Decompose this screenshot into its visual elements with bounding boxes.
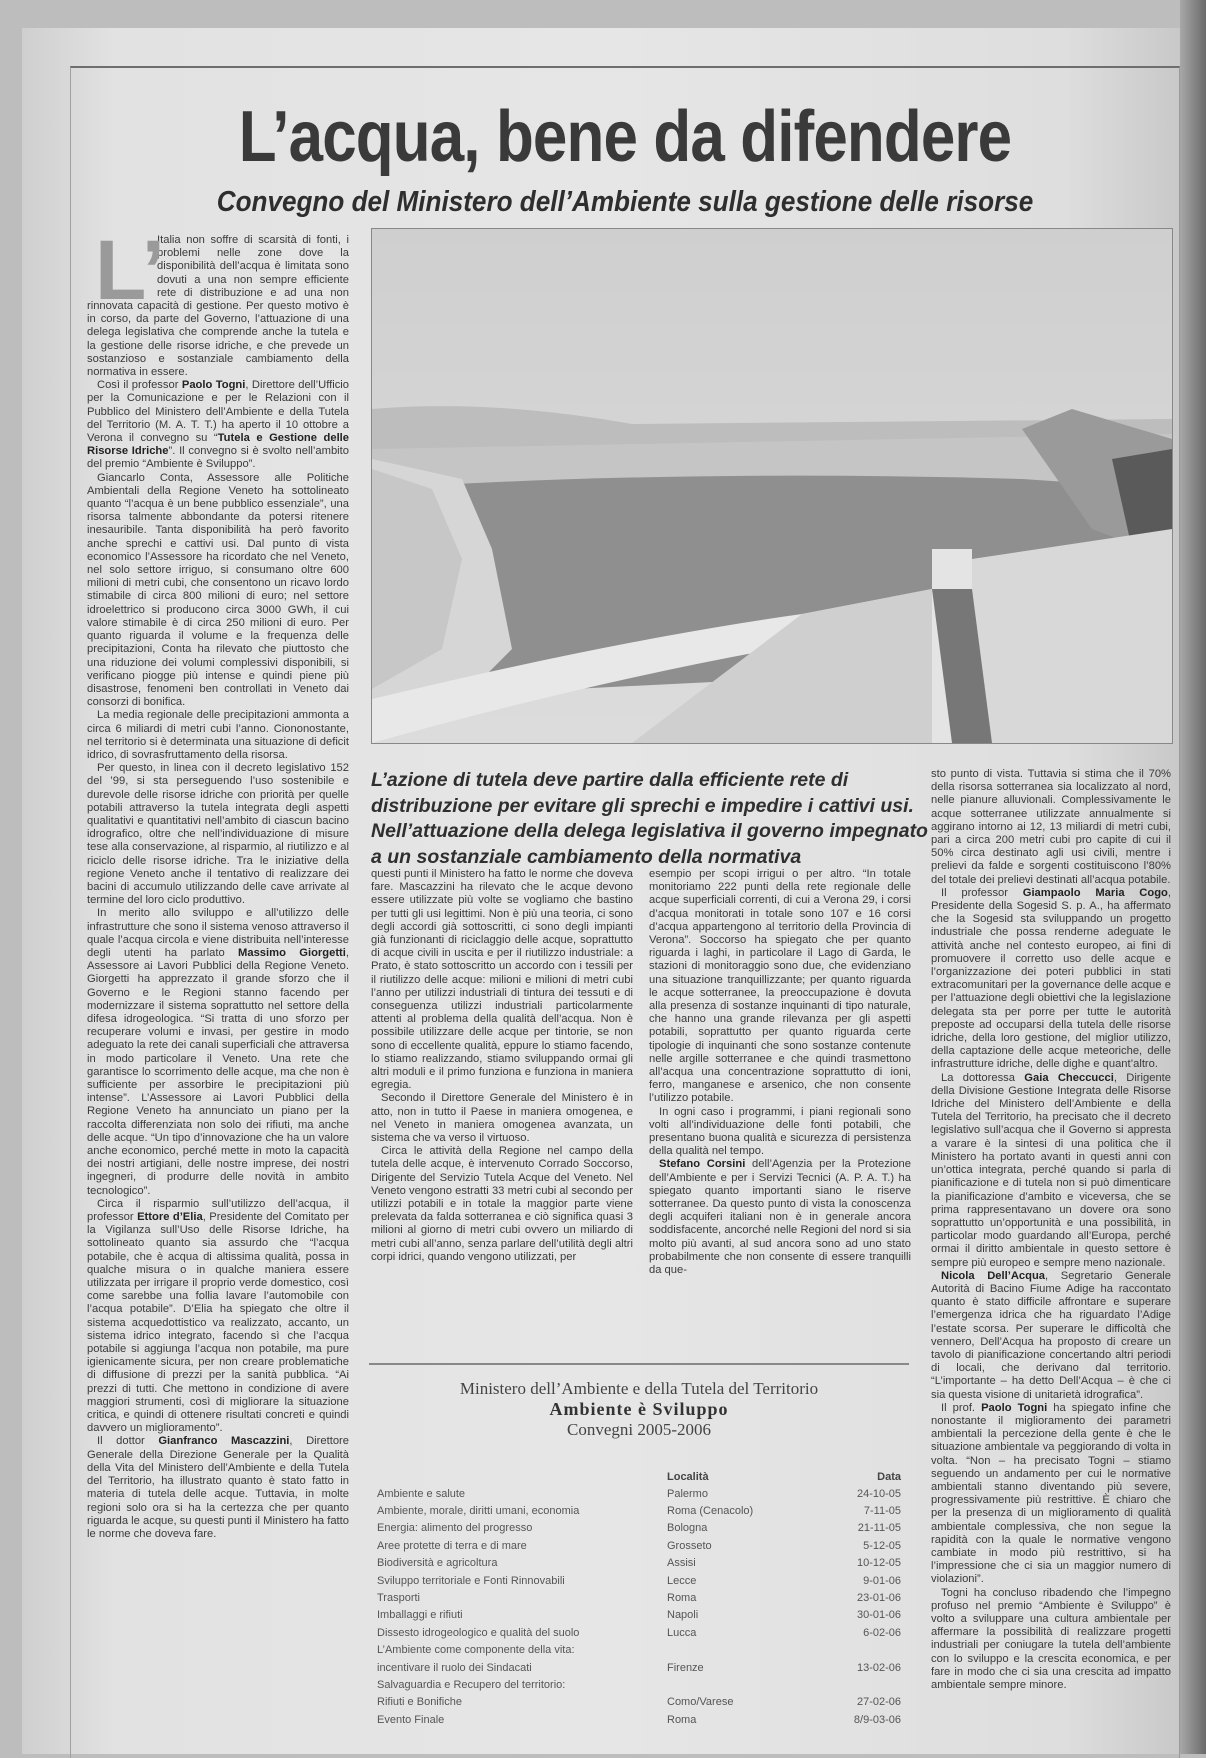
drop-cap: L’ [95, 234, 166, 317]
cell-location: Palermo [667, 1487, 708, 1500]
cell-topic: Trasporti [377, 1592, 420, 1605]
column-2 [371, 868, 633, 1358]
cell-date: 24-10-05 [856, 1487, 901, 1500]
paragraph: esempio per scopi irrigui o per altro. “In totale monitoriamo 222 punti della rete regionale delle acque superficiali correnti, di cui a Verona 29, i corsi d’acqua monitorati in totale sono 107 e 16 corsi d’acqua appartengono al territorio della Provincia di Verona”. Soccorso ha spiegato che per quanto riguarda i laghi, in particolare il Lago di Garda, le stazioni di monitoraggio sono due, che evidenziano una situazione tranquillizzante; per quanto riguarda le acque sotterranee, la preoccupazione è dovuta alla presenza di sostanze inquinanti di tipo naturale, che hanno una grande rilevanza per gli aspetti potabili, soprattutto per quanto riguarda certe tipologie di inquinanti che sono sostanze contenute nelle argille sotterranee e che quindi trasmettono all’acqua una concentrazione soprattutto di ioni, ferro, manganese e arsenico, che non consente l’utilizzo potabile. [649, 868, 911, 1105]
column-3 [649, 868, 911, 1358]
events-table [377, 1469, 901, 1728]
paragraph: Italia non soffre di scarsità di fonti, i problemi nelle zone dove la disponibilità dell’acqua è limitata sono dovuti a una non sempre efficiente rete di distribuzione e ad una non rinnovata capacità di gestione. Per questo motivo è in corso, da parte del Governo, l’attuazione di una delega legislativa che comprende anche la tutela e la gestione delle risorse idriche, e che prevede un sostanzioso e sostanziale cambiamento della normativa in essere. [87, 234, 349, 379]
dam-photo [371, 228, 1173, 744]
cell-date: 21-11-05 [857, 1522, 901, 1535]
cell-topic: Ambiente, morale, diritti umani, economia [377, 1505, 580, 1518]
table-row [377, 1572, 901, 1589]
dam-photo-icon [372, 229, 1172, 743]
cell-topic: incentivare il ruolo dei Sindacati [377, 1661, 532, 1674]
table-row [377, 1607, 901, 1624]
table-row [377, 1537, 901, 1554]
table-row [377, 1520, 901, 1537]
paragraph: Togni ha concluso ribadendo che l’impegno profuso nel premio “Ambiente è Sviluppo” è volto a sviluppare una cultura ambientale per affermare la possibilità di realizzare progetti industriali per coniugare la tutela dell’ambiente con lo sviluppo e la crescita economica, e per fare in modo che ci sia una crescita ad impatto ambientale sempre minore. [931, 1586, 1171, 1692]
cell-location: Roma (Cenacolo) [667, 1505, 754, 1518]
newspaper-page [22, 28, 1182, 1754]
cell-topic: Evento Finale [377, 1713, 445, 1726]
cell-date: 10-12-05 [856, 1557, 901, 1570]
paragraph: La media regionale delle precipitazioni ammonta a circa 6 miliardi di metri cubi l’anno. Ciononostante, nel territorio si è determinata una situazione di deficit idrico, di sovrasfruttamento della risorsa. [87, 709, 349, 761]
cell-date [817, 1676, 901, 1693]
header-topic [377, 1469, 667, 1485]
cell-date [817, 1642, 901, 1659]
header-date: Data [877, 1471, 901, 1483]
column-1 [87, 234, 349, 1754]
cell-location [667, 1642, 817, 1659]
paragraph: Il prof. Paolo Togni ha spiegato infine che nonostante il miglioramento dei parametri ambientali la percezione della gente è che le situazione ambientale va peggiorando di volta in volta. “Non – ha precisato Togni – stiamo seguendo un andamento per cui le normative ambientali stanno diventando più severe, progressivamente più restrittive. È chiaro che per la presenza di un miglioramento di qualità ambientale complessiva, che non segue la rapidità con la quale le normative vengono cambiate in modo più restrittivo, si ha l’impressione che ci sia un maggior numero di violazioni”. [931, 1401, 1171, 1586]
box-subtitle: Convegni 2005-2006 [566, 1420, 712, 1439]
table-row [377, 1711, 901, 1728]
cell-date: 13-02-06 [856, 1661, 901, 1674]
paragraph: Così il professor Paolo Togni, Direttore dell’Ufficio per la Comunicazione e per le Relazioni con il Pubblico del Ministero dell’Ambiente e della Tutela del Territorio (M. A. T. T.) ha aperto il 10 ottobre a Verona il convegno su “Tutela e Gestione delle Risorse Idriche”. Il convegno si è svolto nell’ambito del premio “Ambiente è Sviluppo”. [87, 379, 349, 471]
table-row [377, 1485, 901, 1502]
paragraph: sto punto di vista. Tuttavia si stima che il 70% della risorsa sotterranea sia localizzato al nord, nelle pianure alluvionali. Complessivamente le acque sotterranee utilizzate annualmente si aggirano intorno ai 12, 13 miliardi di metri cubi, pari a circa 200 metri cubi pro capite di cui il 50% circa destinato agli usi civili, mentre i prelievi da falde e sorgenti costituiscono l’80% del totale dei prelievi destinati all’acqua potabile. [931, 768, 1171, 886]
cell-topic: Salvaguardia e Recupero del territorio: [377, 1678, 566, 1691]
paragraph: questi punti il Ministero ha fatto le norme che doveva fare. Mascazzini ha rilevato che le acque devono essere utilizzate più volte se vogliamo che bastino per tutti gli usi legittimi. Non è più una teoria, ci sono degli accordi già sottoscritti, ci sono degli impianti già funzionanti di riciclaggio delle acque, soprattutto di acque civili in uscita e per il riutilizzo industriale: a Prato, è stato sottoscritto un accordo con i tessili per il riutilizzo delle acque: milioni e milioni di metri cubi l’anno per utilizzi industriali di tintura dei tessuti e di conseguenza utilizzi industriali particolarmente attenti al problema della qualità dell’acqua. Non è possibile utilizzare delle acque per tintorie, se non sono di eccellente qualità, eppure lo stiamo facendo, lo stiamo realizzando, stiamo sviluppando ormai gli altri moduli e il primo funziona e funziona in maniera egregia. [371, 868, 633, 1092]
events-box [369, 1363, 909, 1757]
cell-location: Como/Varese [667, 1696, 734, 1709]
paragraph: Nicola Dell’Acqua, Segretario Generale Autorità di Bacino Fiume Adige ha raccontato quanto è stato difficile affrontare e superare l’emergenza idrica che ha riguardato l’Adige l’estate scorsa. Per superare le difficoltà che vennero, Dell’Acqua ha proposto di creare un tavolo di pianificazione concertando altri periodi di locali, che derivano dal territorio. “L’importante – ha detto Dell’Acqua – è che ci sia questa visione di unitarietà idrografica”. [931, 1269, 1171, 1401]
table-row [377, 1624, 901, 1641]
paragraph: Stefano Corsini dell’Agenzia per la Protezione dell’Ambiente e per i Servizi Tecnici (A. P. A. T.) ha spiegato quanto importanti siano le riserve sotterranee. Da questo punto di vista la conoscenza degli acquiferi italiani non è in generale ancora soddisfacente, ancorché nelle Regioni del nord si sia molto più avanti, al sud ancora sono ad uno stato probabilmente che non consente di essere tranquilli da que- [649, 1158, 911, 1277]
article-frame [70, 66, 1180, 1758]
cell-location: Bologna [667, 1522, 708, 1535]
page-binding-edge [1180, 0, 1206, 1754]
cell-location: Lucca [667, 1626, 697, 1639]
cell-location: Firenze [667, 1661, 704, 1674]
paragraph: Circa il risparmio sull’utilizzo dell’acqua, il professor Ettore d’Elia, Presidente del Comitato per la Vigilanza sull’Uso delle Risorse Idriche, ha sottolineato quanto sia assurdo che “l’acqua potabile, che è acqua di altissima qualità, possa in qualche misura o in qualche maniera essere utilizzata per irrigare il proprio verde domestico, così come sarebbe una follia lavare l’automobile con l’acqua potabile”. D’Elia ha spiegato che oltre il sistema acquedottistico va realizzato, accanto, un sistema idrico integrato, facendo sì che l’acqua potabile si aggiunga l’acqua non potabile, ma pure igienicamente sicura, per non creare problematiche di diffusione di prezzi per la sanità pubblica. “Ai prezzi di tutti. Che mettono in condizione di avere maggiori strumenti, così di migliorare la situazione critica, e quindi di ottenere risultati concreti e quindi davvero un miglioramento”. [87, 1197, 349, 1435]
table-row [377, 1694, 901, 1711]
cell-location: Grosseto [667, 1539, 712, 1552]
paragraph: Il dottor Gianfranco Mascazzini, Direttore Generale della Direzione Generale per la Qualità della Vita del Ministero dell’Ambiente e della Tutela del Territorio, ha illustrato quanto è stato fatto in materia di tutela delle acque. Tuttavia, in molte regioni solo ora si ha la certezza che per quanto riguarda le acque, su questi punti il Ministero ha fatto le norme che doveva fare. [87, 1435, 349, 1540]
pull-quote: L’azione di tutela deve partire dalla efficiente rete di distribuzione per evitare gli sprechi e impedire i cattivi usi. Nell’attuazione della delega legislativa il governo impegnato a un sostanziale cambiamento della normativa [371, 769, 928, 868]
table-row [377, 1555, 901, 1572]
headline: L’acqua, bene da difendere [238, 97, 1012, 177]
cell-topic: Imballaggi e rifiuti [377, 1609, 463, 1622]
cell-location: Lecce [667, 1574, 697, 1587]
table-row [377, 1502, 901, 1519]
cell-location: Napoli [667, 1609, 699, 1622]
paragraph: Il professor Giampaolo Maria Cogo, Presidente della Sogesid S. p. A., ha affermato che la Sogesid sta sviluppando un progetto industriale che possa renderne adeguate le attività anche nel contesto europeo, ai fini di promuovere il corretto uso delle acque e l’organizzazione dei poteri pubblici in stati extracomunitari per la governance delle acque e per l’attuazione degli obiettivi che la legislazione delegata sta per porre per tutte le autorità preposte ad occuparsi della tutela delle risorse idriche, della loro gestione, del miglior utilizzo, della captazione delle acque meteoriche, delle infrastrutture idriche, delle dighe e quant’altro. [931, 886, 1171, 1071]
paragraph: In ogni caso i programmi, i piani regionali sono volti all’individuazione delle fonti potabili, che presentano buona qualità e sicurezza di persistenza della qualità nel tempo. [649, 1105, 911, 1158]
cell-date: 7-11-05 [863, 1505, 901, 1518]
paragraph: In merito allo sviluppo e all’utilizzo delle infrastrutture che sono il sistema venoso attraverso il quale l’acqua circola e viene distribuita nell’interesse degli utenti ha parlato Massimo Giorgetti, Assessore ai Lavori Pubblici della Regione Veneto. Giorgetti ha apprezzato il grande sforzo che il Governo e le Regioni stanno facendo per modernizzare il sistema soprattutto nel settore della difesa idrogeologica. “Si tratta di uno sforzo per recuperare volumi e invasi, per gestire in modo adeguato la rete dei canali superficiali che attraversa in modo particolare il Veneto. Una rete che garantisce lo scorrimento delle acque, ma che non è sufficiente per assorbire le precipitazioni più intense”. L’Assessore ai Lavori Pubblici della Regione Veneto ha annunciato un piano per la raccolta differenziata non solo dei rifiuti, ma anche delle acque. “Un tipo d’innovazione che ha un valore anche economico, perché mette in moto la capacità dei nostri artigiani, delle nostre imprese, dei nostri ingegneri, di produrre delle novità in ambito tecnologico”. [87, 907, 349, 1197]
paragraph: Giancarlo Conta, Assessore alle Politiche Ambientali della Regione Veneto ha sottolineato quanto “l’acqua è un bene pubblico essenziale”, una risorsa talmente abbondante da potersi ritenere inesauribile. Tanta disponibilità ha però favorito anche sprechi e cattivi usi. Dal punto di vista economico l’Assessore ha ricordato che nel Veneto, nel solo settore irriguo, si consumano oltre 600 milioni di metri cubi, che consentono un ricavo lordo stimabile di circa 800 milioni di euro; nel settore idroelettrico si producono circa 3000 GWh, il cui valore stimabile è di circa 250 milioni di euro. Per quanto riguarda il volume e la frequenza delle precipitazioni, Conta ha rilevato che piuttosto che una riduzione dei volumi complessivi disponibili, si verificano piogge più intense e quindi piene più disastrose, fenomeni ben controllati in Veneto dai consorzi di bonifica. [87, 471, 349, 709]
table-row [377, 1659, 901, 1676]
cell-topic: Ambiente e salute [377, 1487, 466, 1500]
table-header-row [377, 1469, 901, 1485]
cell-topic: Biodiversità e agricoltura [377, 1557, 498, 1570]
cell-date: 27-02-06 [856, 1696, 901, 1709]
table-row [377, 1589, 901, 1606]
cell-location [667, 1676, 817, 1693]
column-4 [931, 768, 1171, 1753]
paragraph: La dottoressa Gaia Checcucci, Dirigente della Divisione Gestione Integrata delle Risorse Idriche del Ministero dell’Ambiente e della Tutela del Territorio, ha precisato che il decreto legislativo sull’acqua che il Governo si appresta a varare è la sintesi di una politica che il Ministero ha portato avanti in questi anni con un’ottica integrata, perché quando si parla di pianificazione e di tutela non si può dimenticare la pianificazione d’ambito e viceversa, che se prima rappresentavano un dovere ora sono soprattutto un’opportunità e una possibilità, in particolar modo guardando all’Europa, perché ormai il diritto ambientale in questo settore è sempre più europeo e sempre meno nazionale. [931, 1071, 1171, 1269]
box-ministry-title: Ministero dell’Ambiente e della Tutela del Territorio [459, 1379, 819, 1398]
paragraph: Per questo, in linea con il decreto legislativo 152 del ’99, si sta perseguendo l’uso sostenibile e durevole delle risorse idriche con priorità per quelle potabili attraverso la tutela integrata degli aspetti qualitativi e quantitativi nell’ambito di ciascun bacino idrografico, oltre che nell’individuazione di misure tese alla conservazione, al risparmio, al riutilizzo e al riciclo delle risorse idriche. Tra le iniziative della regione Veneto anche il tentativo di realizzare dei bacini di accumulo utilizzando delle cave arrivate al termine del loro ciclo produttivo. [87, 762, 349, 907]
cell-date: 23-01-06 [856, 1592, 901, 1605]
cell-topic: Rifiuti e Bonifiche [377, 1696, 462, 1709]
cell-topic: L’Ambiente come componente della vita: [377, 1644, 575, 1657]
cell-date: 8/9-03-06 [853, 1713, 901, 1726]
subheadline: Convegno del Ministero dell’Ambiente sulla gestione delle risorse [216, 186, 1034, 218]
box-program-title: Ambiente è Sviluppo [549, 1399, 729, 1419]
cell-topic: Dissesto idrogeologico e qualità del suolo [377, 1626, 580, 1639]
cell-topic: Energia: alimento del progresso [377, 1522, 533, 1535]
cell-date: 9-01-06 [863, 1574, 901, 1587]
table-row [377, 1676, 901, 1693]
cell-date: 6-02-06 [863, 1626, 901, 1639]
cell-date: 5-12-05 [863, 1539, 901, 1552]
cell-location: Roma [667, 1713, 697, 1726]
cell-location: Roma [667, 1592, 697, 1605]
cell-topic: Aree protette di terra e di mare [377, 1539, 527, 1552]
paragraph: Secondo il Direttore Generale del Ministero è in atto, non in tutto il Paese in maniera omogenea, e nel Veneto in maniera omogenea avanzata, un sistema che va verso il virtuoso. [371, 1092, 633, 1145]
paragraph: Circa le attività della Regione nel campo della tutela delle acque, è intervenuto Corrado Soccorso, Dirigente del Servizio Tutela Acque del Veneto. Nel Veneto vengono estratti 33 metri cubi al secondo per utilizzi potabili e in totale la maggior parte viene prelevata da falda sotterranea e ciò significa quasi 3 milioni al giorno di metri cubi ovvero un miliardo di metri cubi all’anno, senza parlare dell’utilità degli altri corpi idrici, quando vengono utilizzati, per [371, 1145, 633, 1263]
table-row [377, 1642, 901, 1659]
cell-date: 30-01-06 [856, 1609, 901, 1622]
cell-topic: Sviluppo territoriale e Fonti Rinnovabili [377, 1574, 565, 1587]
header-location: Località [667, 1471, 709, 1483]
cell-location: Assisi [667, 1557, 696, 1570]
